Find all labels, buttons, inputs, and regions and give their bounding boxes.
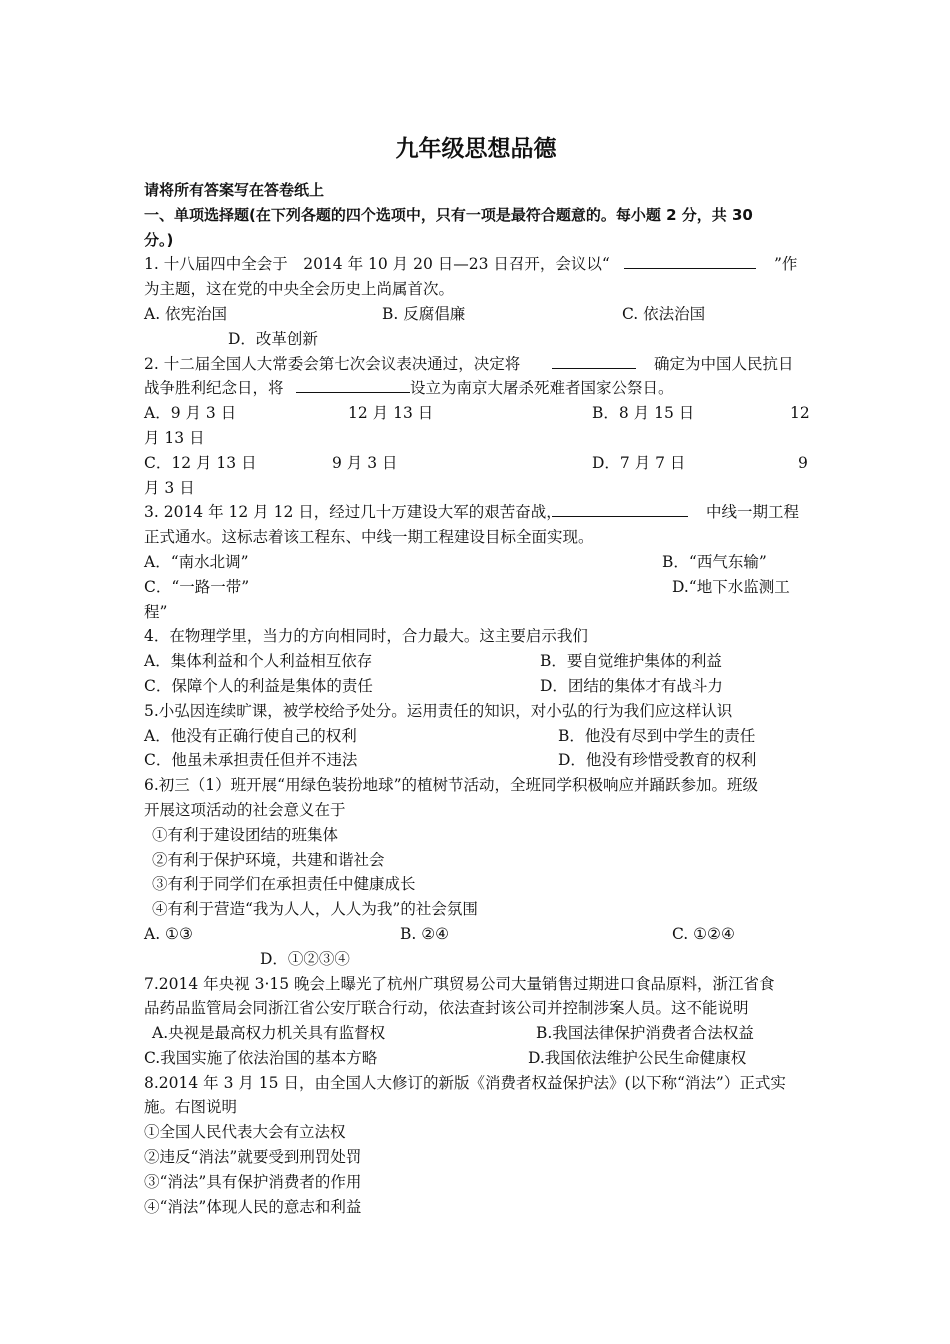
q8-item-row4: [144, 1195, 808, 1220]
q7-option-c: C.我国实施了依法治国的基本方略: [144, 1048, 378, 1067]
q8-item-4: ④“消法”体现人民的意志和利益: [144, 1197, 362, 1216]
q8-line2: [144, 1095, 808, 1120]
q1-blank: [624, 252, 756, 269]
q3-stem-part2: 中线一期工程: [706, 503, 800, 522]
q6-stem-part1: 6.初三（1）班开展“用绿色装扮地球”的植树节活动，全班同学积极响应并踊跃参加。班级: [144, 776, 759, 795]
q1-line2: [144, 277, 808, 302]
q2-stem-part1: 2. 十二届全国人大常委会第七次会议表决通过，决定将: [144, 354, 521, 373]
q2-option-a-1: A．9 月 3 日: [144, 404, 237, 423]
q8-item-row1: [144, 1120, 808, 1145]
q2-blank2: [296, 376, 410, 393]
q2-options-row2: [144, 426, 808, 451]
q6-item-2: ②有利于保护环境，共建和谐社会: [152, 850, 385, 869]
q1-option-b: B. 反腐倡廉: [382, 304, 466, 323]
q6-item-1: ①有利于建设团结的班集体: [152, 825, 339, 844]
q5-option-d: D．他没有珍惜受教育的权利: [558, 751, 757, 770]
q6-item-3: ③有利于同学们在承担责任中健康成长: [152, 875, 416, 894]
q6-options-row2: [144, 947, 808, 972]
q7-option-a: A.央视是最高权力机关具有监督权: [152, 1024, 386, 1043]
q3-stem-part3: 正式通水。这标志着该工程东、中线一期工程建设目标全面实现。: [144, 528, 594, 547]
q3-line2: [144, 525, 808, 550]
q6-options-row1: [144, 922, 808, 947]
instruction: 请将所有答案写在答卷纸上: [144, 181, 325, 199]
q2-stem-part3: 战争胜利纪念日，将: [144, 379, 284, 398]
q1-options-row1: [144, 302, 808, 327]
q3-option-d-1: D.“地下水监测工: [672, 577, 790, 596]
page-title: 九年级思想品德: [395, 136, 557, 162]
q3-option-c: C．“一路一带”: [144, 577, 250, 596]
q6-option-a: A. ①③: [144, 924, 193, 943]
q5-option-a: A．他没有正确行使自己的权利: [144, 726, 357, 745]
q3-options-row1: [144, 550, 808, 575]
q3-option-a: A．“南水北调”: [144, 552, 249, 571]
q2-options-row4: [144, 476, 808, 501]
q1-option-c: C. 依法治国: [622, 304, 706, 323]
q2-option-d-1: D．7 月 7 日: [592, 453, 686, 472]
q2-option-b-3: 月 13 日: [144, 428, 205, 447]
q1-option-d: D．改革创新: [228, 329, 318, 348]
q5-stem: 5.小弘因连续旷课，被学校给予处分。运用责任的知识，对小弘的行为我们应这样认识: [144, 701, 733, 720]
q6-option-b: B. ②④: [400, 924, 450, 943]
q4-option-b: B．要自觉维护集体的利益: [540, 652, 722, 671]
q6-option-c: C. ①②④: [672, 924, 735, 943]
q2-option-c-1: C．12 月 13 日: [144, 453, 257, 472]
q1-stem-part2: ”作: [774, 255, 798, 274]
q1-stem-part3: 为主题，这在党的中央全会历史上尚属首次。: [144, 280, 455, 299]
q6-stem-part2: 开展这项活动的社会意义在于: [144, 800, 346, 819]
q6-item-row3: [144, 872, 808, 897]
q6-item-row2: [144, 848, 808, 873]
q2-option-b-2: 12: [790, 404, 810, 423]
q2-option-a-2: 12 月 13 日: [348, 404, 434, 423]
q1-line1: [144, 252, 808, 277]
q7-line1: [144, 972, 808, 997]
q6-option-d: D．①②③④: [260, 949, 350, 968]
q2-option-b-1: B．8 月 15 日: [592, 404, 695, 423]
q7-options-row1: [144, 1021, 808, 1046]
q2-option-c-2: 9 月 3 日: [332, 453, 398, 472]
q8-item-row3: [144, 1170, 808, 1195]
q4-options-row1: [144, 649, 808, 674]
exam-page: [144, 128, 808, 1219]
q8-item-row2: [144, 1145, 808, 1170]
q2-line1: [144, 352, 808, 377]
q1-stem-part1: 1. 十八届四中全会于 2014 年 10 月 20 日—23 日召开，会议以“: [144, 255, 610, 274]
q8-stem-part2: 施。右图说明: [144, 1098, 238, 1117]
section-heading-line1: 一、单项选择题(在下列各题的四个选项中，只有一项是最符合题意的。每小题 2 分，共 30: [144, 205, 753, 224]
q2-stem-part2: 确定为中国人民抗日: [654, 354, 794, 373]
q7-options-row2: [144, 1046, 808, 1071]
q2-blank1: [552, 352, 636, 369]
q7-option-d: D.我国依法维护公民生命健康权: [528, 1048, 747, 1067]
q6-item-row1: [144, 823, 808, 848]
q5-options-row2: [144, 748, 808, 773]
q6-line1: [144, 773, 808, 798]
q8-item-2: ②违反“消法”就要受到刑罚处罚: [144, 1148, 362, 1167]
q6-item-4: ④有利于营造“我为人人，人人为我”的社会氛围: [152, 900, 478, 919]
q4-line1: [144, 624, 808, 649]
q7-option-b: B.我国法律保护消费者合法权益: [536, 1024, 754, 1043]
q8-line1: [144, 1071, 808, 1096]
q2-line2: [144, 376, 808, 401]
q8-item-1: ①全国人民代表大会有立法权: [144, 1123, 346, 1142]
q3-options-row3: [144, 600, 808, 625]
q7-stem-part2: 品药品监管局会同浙江省公安厅联合行动，依法查封该公司并控制涉案人员。这不能说明: [144, 999, 749, 1018]
q2-options-row1: [144, 401, 808, 426]
q4-stem: 4．在物理学里，当力的方向相同时，合力最大。这主要启示我们: [144, 627, 588, 646]
q6-item-row4: [144, 897, 808, 922]
q2-options-row3: [144, 451, 808, 476]
section-heading-line2: 分。): [144, 230, 174, 249]
q5-option-c: C．他虽未承担责任但并不违法: [144, 751, 358, 770]
q3-line1: [144, 500, 808, 525]
q4-option-c: C．保障个人的利益是集体的责任: [144, 676, 373, 695]
q3-stem-part1: 3. 2014 年 12 月 12 日，经过几十万建设大军的艰苦奋战，: [144, 503, 562, 522]
q2-option-d-3: 月 3 日: [144, 478, 195, 497]
q3-options-row2: [144, 575, 808, 600]
q2-option-d-2: 9: [798, 453, 808, 472]
q8-stem-part1: 8.2014 年 3 月 15 日，由全国人大修订的新版《消费者权益保护法》(以下称“消法”）正式实: [144, 1073, 786, 1092]
q5-options-row1: [144, 724, 808, 749]
q7-stem-part1: 7.2014 年央视 3·15 晚会上曝光了杭州广琪贸易公司大量销售过期进口食品原料，浙江省食: [144, 974, 775, 993]
q5-line1: [144, 699, 808, 724]
q5-option-b: B．他没有尽到中学生的责任: [558, 726, 756, 745]
q8-item-3: ③“消法”具有保护消费者的作用: [144, 1172, 362, 1191]
q3-blank: [552, 500, 688, 517]
q2-stem-part4: 设立为南京大屠杀死难者国家公祭日。: [410, 379, 674, 398]
q3-option-b: B．“西气东输”: [662, 552, 767, 571]
q7-line2: [144, 996, 808, 1021]
q4-option-d: D．团结的集体才有战斗力: [540, 676, 723, 695]
q4-option-a: A．集体利益和个人利益相互依存: [144, 652, 373, 671]
q1-options-row2: [144, 327, 808, 352]
q1-option-a: A. 依宪治国: [144, 304, 228, 323]
q4-options-row2: [144, 674, 808, 699]
q3-option-d-2: 程”: [144, 602, 168, 621]
q6-line2: [144, 798, 808, 823]
